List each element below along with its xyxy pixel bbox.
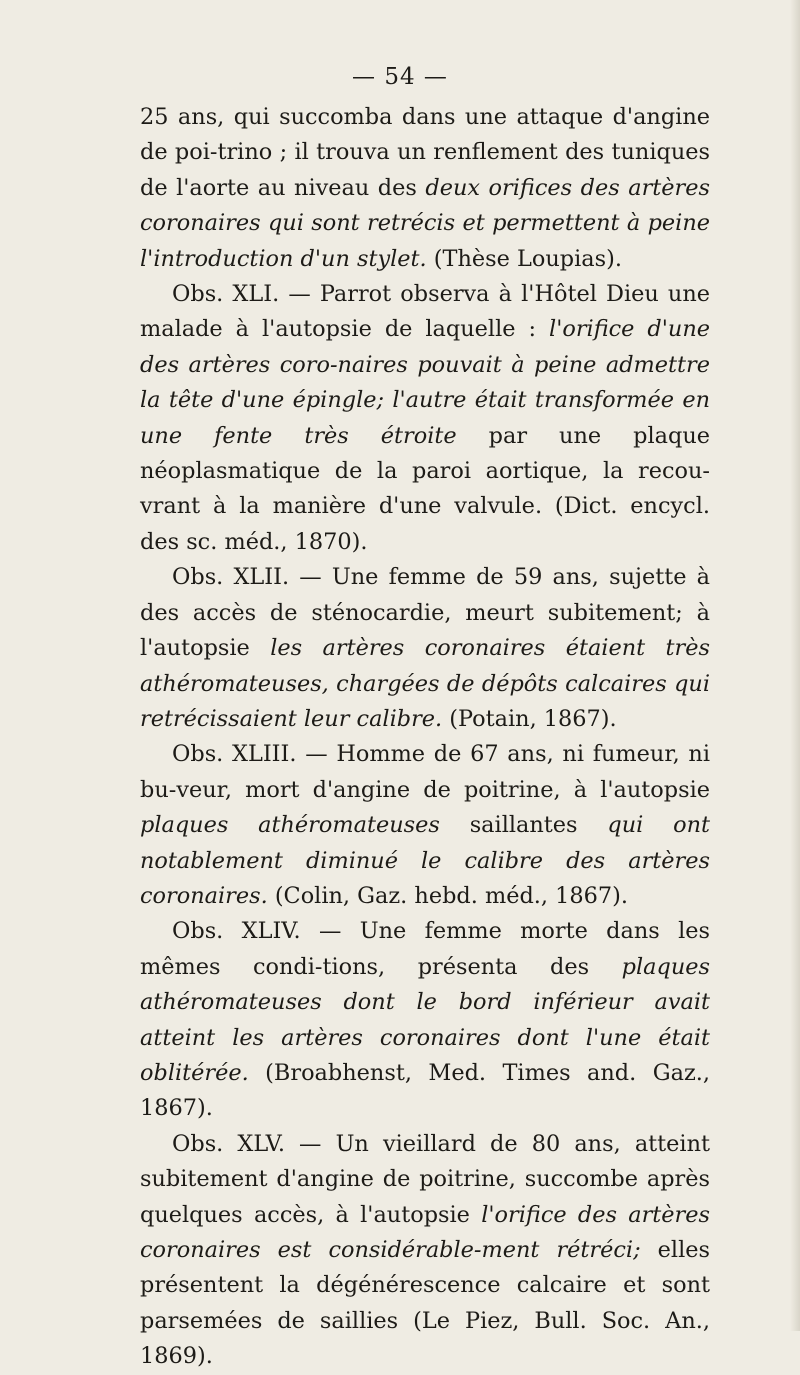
text-segment: Obs. XLII. — Une femme de 59 ans, sujette à des accès de sténocardie, meurt subitement; à l'autopsie (140, 564, 710, 662)
italic-text-segment: les artères coronaires étaient très athéromateuses, chargées de dépôts calcaires qui retrécissaient leur calibre. (140, 635, 710, 732)
paragraph (140, 914, 710, 1126)
text-segment: par une plaque néoplasmatique de la paroi aortique, la recou-vrant à la manière d'une valvule. (Dict. encycl. des sc. méd., 1870). (140, 422, 710, 555)
page-number: — 54 — (352, 64, 448, 90)
paragraph (140, 100, 710, 277)
paragraph (140, 1127, 710, 1375)
text-segment: Obs. XLV. — Un vieillard de 80 ans, atteint subitement d'angine de poitrine, succombe après quelques accès, à l'autopsie (140, 1130, 710, 1228)
text-segment: Obs. XLIII. — Homme de 67 ans, ni fumeur, ni bu-veur, mort d'angine de poitrine, à l'autopsie (140, 741, 710, 803)
body-text (140, 100, 710, 1375)
italic-text-segment: plaques athéromateuses dont le bord inférieur avait atteint les artères coronaires dont l'une était oblitérée. (140, 953, 710, 1086)
page-edge-shadow (790, 0, 800, 1331)
italic-text-segment: l'orifice d'une des artères coro-naires pouvait à peine admettre la tête d'une épingle; l'autre était transformée en une fente très étroite (140, 316, 710, 449)
paragraph (140, 277, 710, 560)
text-segment: saillantes (439, 812, 608, 839)
italic-text-segment: plaques athéromateuses (140, 812, 440, 839)
text-segment: (Colin, Gaz. hebd. méd., 1867). (267, 882, 628, 909)
text-segment: 25 ans, qui succomba dans une attaque d'angine de poi-trino ; il trouva un renflement des tuniques de l'aorte au niveau des (140, 104, 710, 201)
italic-text-segment: qui ont notablement diminué le calibre des artères coronaires. (140, 812, 711, 909)
text-segment: (Thèse Loupias). (426, 245, 622, 272)
paragraph (140, 560, 710, 737)
text-segment: Obs. XLI. — Parrot observa à l'Hôtel Dieu une malade à l'autopsie de laquelle : (140, 281, 710, 343)
italic-text-segment: deux orifices des artères coronaires qui sont retrécis et permettent à peine l'introduction d'un stylet. (140, 174, 710, 272)
text-segment: (Broabhenst, Med. Times and. Gaz., 1867). (140, 1059, 710, 1122)
paragraph (140, 737, 710, 914)
text-segment: Obs. XLIV. — Une femme morte dans les mêmes condi-tions, présenta des (140, 918, 710, 980)
text-segment: elles présentent la dégénérescence calcaire et sont parsemées de saillies (Le Piez, Bull. Soc. An., 1869). (140, 1237, 710, 1370)
italic-text-segment: l'orifice des artères coronaires est considérable-ment rétréci; (140, 1201, 710, 1263)
text-segment: (Potain, 1867). (442, 705, 617, 732)
